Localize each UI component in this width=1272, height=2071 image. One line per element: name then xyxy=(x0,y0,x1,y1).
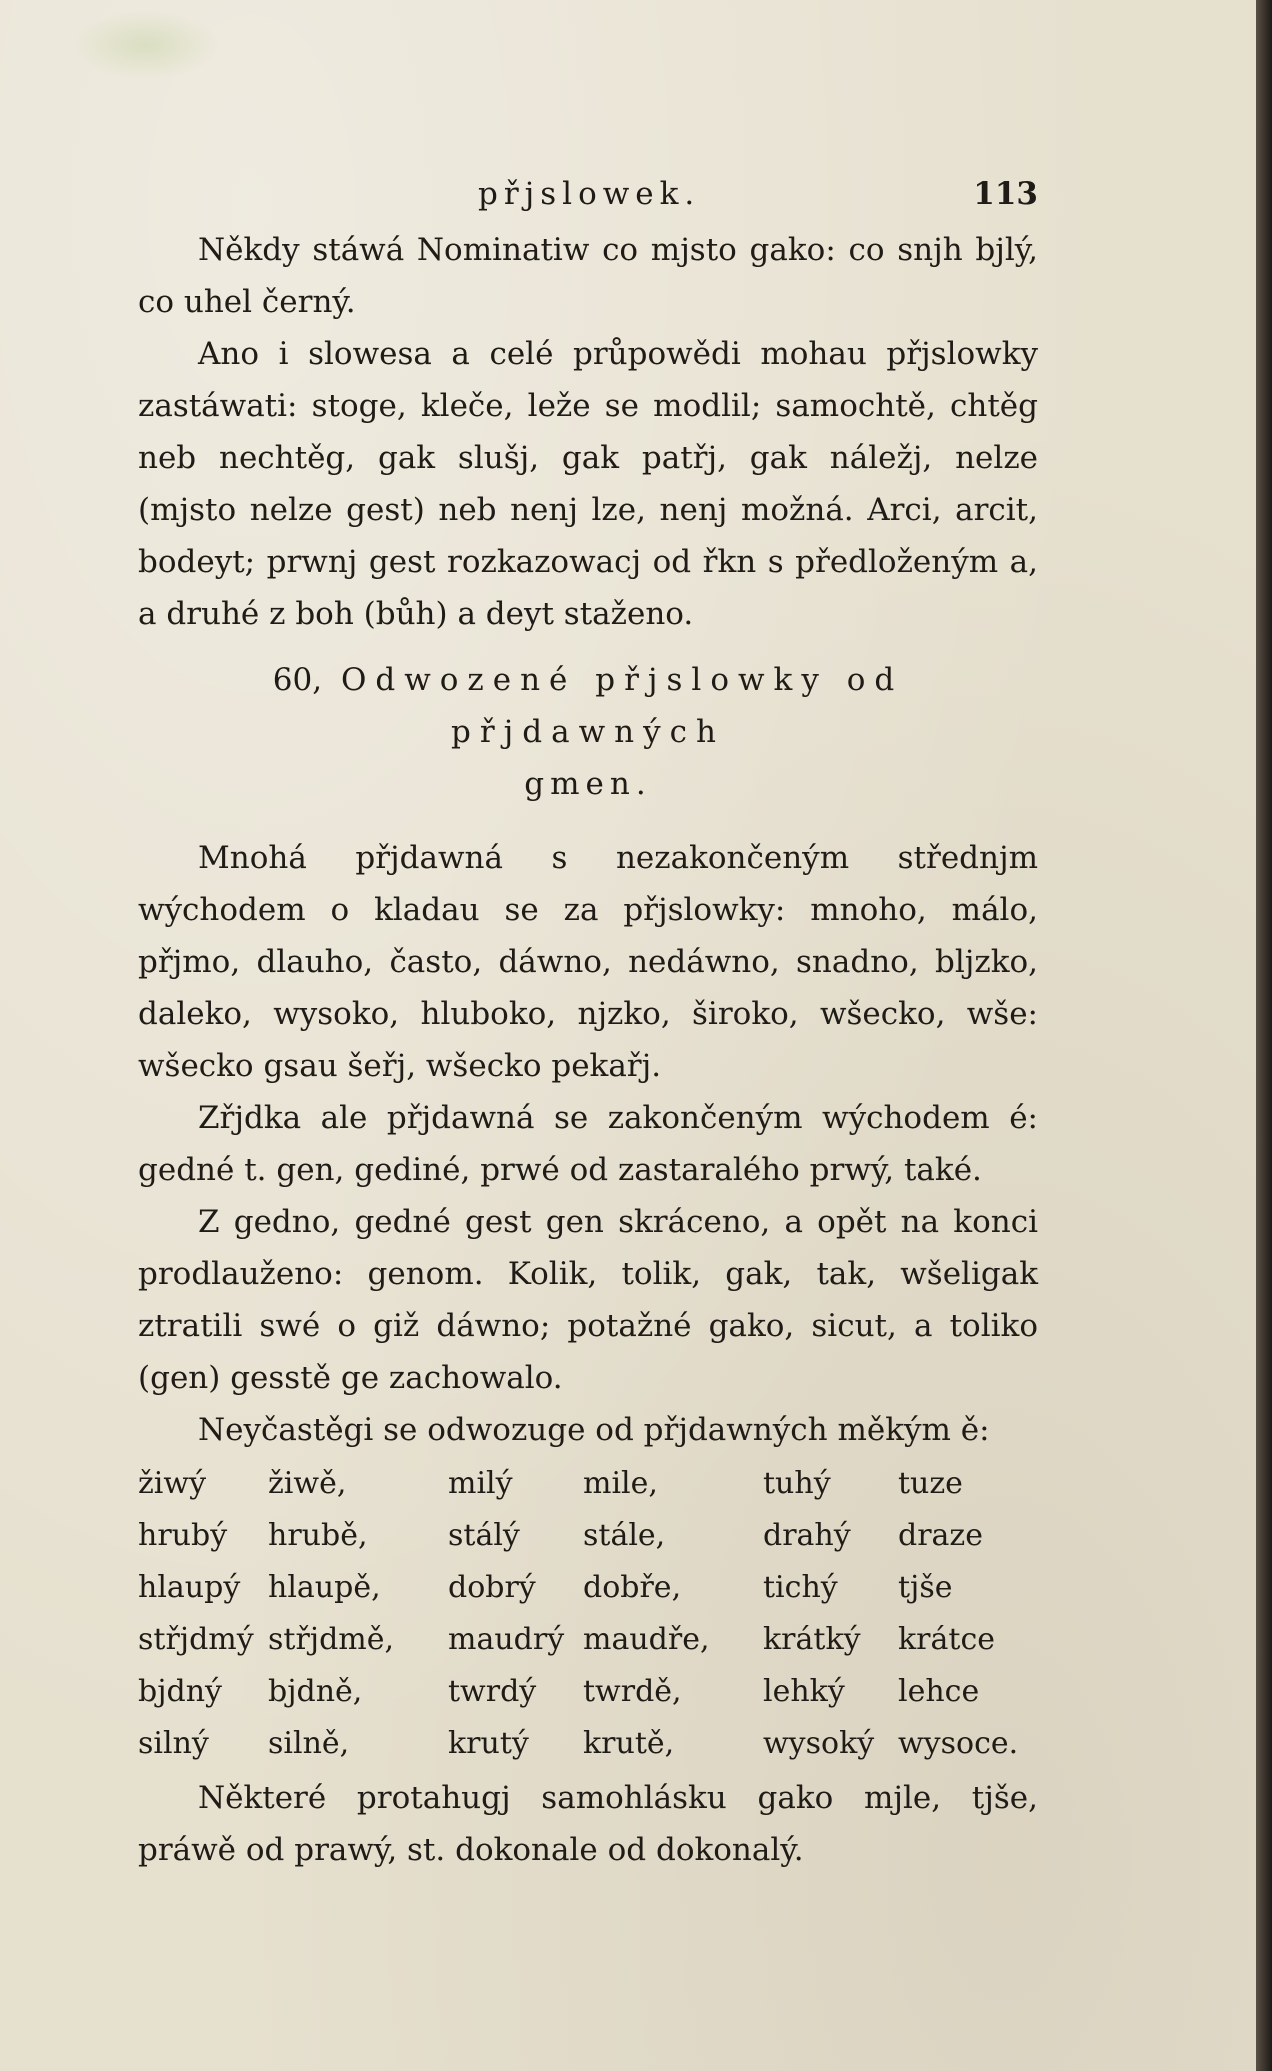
word-table-row xyxy=(138,1562,1038,1614)
word-table-cell: tichý xyxy=(763,1570,838,1605)
word-table-cell: wysoce. xyxy=(898,1726,1019,1761)
section-title: Odwozené přjslowky od přjdawných xyxy=(340,662,904,750)
word-table-cell: hlaupě, xyxy=(268,1570,381,1605)
word-table-cell: mile, xyxy=(583,1466,658,1501)
paper-stain xyxy=(70,10,220,80)
word-table-cell: krutě, xyxy=(583,1726,675,1761)
running-header xyxy=(138,168,1038,220)
word-table-cell: silně, xyxy=(268,1726,350,1761)
word-table-cell: silný xyxy=(138,1726,209,1761)
paragraph: Ano i slowesa a celé průpowědi mohau přjslowky zastáwati: stoge, kleče, leže se modlil; samochtě, chtěg neb nechtěg, gak slušj, gak patřj, gak náležj, nelze (mjsto nelze gest) neb nenj lze, nenj možná. Arci, arcit, bodeyt; prwnj gest rozkazowacj od řkn s předloženým a, a druhé z boh (bůh) a deyt staženo. xyxy=(138,336,1038,632)
word-table-cell: lehký xyxy=(763,1674,845,1709)
section-number: 60, xyxy=(272,662,323,698)
running-title: přjslowek. xyxy=(478,176,701,212)
word-table-cell: hrubý xyxy=(138,1518,228,1553)
word-table-cell: tjše xyxy=(898,1570,953,1605)
paragraph: Mnohá přjdawná s nezakončeným střednjm wýchodem o kladau se za přjslowky: mnoho, málo, přjmo, dlauho, často, dáwno, nedáwno, snadno, bljzko, daleko, wysoko, hluboko, njzko, široko, wšecko, wše: wšecko gsau šeřj, wšecko pekařj. xyxy=(138,840,1038,1084)
word-table-cell: wysoký xyxy=(763,1726,875,1761)
word-table-cell: střjdmý xyxy=(138,1622,254,1657)
word-table-cell: stále, xyxy=(583,1518,666,1553)
word-table-cell: bjdný xyxy=(138,1674,222,1709)
word-table-cell: krutý xyxy=(448,1726,529,1761)
paragraph: Z gedno, gedné gest gen skráceno, a opět na konci prodlauženo: genom. Kolik, tolik, gak, tak, wšeligak ztratili swé o giž dáwno; potažné gako, sicut, a toliko (gen) gesstě ge zachowalo. xyxy=(138,1204,1038,1396)
section-heading xyxy=(138,654,1038,758)
word-table-row xyxy=(138,1614,1038,1666)
word-table-cell: maudrý xyxy=(448,1622,565,1657)
word-table xyxy=(138,1458,1038,1770)
word-table-row xyxy=(138,1458,1038,1510)
paragraph: Zřjdka ale přjdawná se zakončeným wýchodem é: gedné t. gen, gediné, prwé od zastaralého prwý, také. xyxy=(138,1100,1038,1188)
word-table-cell: bjdně, xyxy=(268,1674,363,1709)
paragraph: Neyčastěgi se odwozuge od přjdawných měkým ě: xyxy=(198,1412,990,1448)
word-table-cell: hlaupý xyxy=(138,1570,241,1605)
word-table-cell: střjdmě, xyxy=(268,1622,395,1657)
word-table-cell: stálý xyxy=(448,1518,520,1553)
page-text xyxy=(138,168,1038,1876)
word-table-cell: milý xyxy=(448,1466,513,1501)
word-table-cell: lehce xyxy=(898,1674,980,1709)
section-title-continued: gmen. xyxy=(524,766,652,802)
word-table-cell: tuhý xyxy=(763,1466,831,1501)
word-table-cell: krátce xyxy=(898,1622,996,1657)
word-table-cell: tuze xyxy=(898,1466,963,1501)
word-table-cell: maudře, xyxy=(583,1622,710,1657)
word-table-cell: dobrý xyxy=(448,1570,536,1605)
word-table-cell: draze xyxy=(898,1518,983,1553)
word-table-cell: twrdý xyxy=(448,1674,537,1709)
word-table-cell: žiwý xyxy=(138,1466,207,1501)
page-number: 113 xyxy=(973,176,1038,212)
word-table-cell: žiwě, xyxy=(268,1466,347,1501)
word-table-cell: hrubě, xyxy=(268,1518,368,1553)
word-table-row xyxy=(138,1718,1038,1770)
paragraph: Někdy stáwá Nominatiw co mjsto gako: co snjh bjlý, co uhel černý. xyxy=(138,232,1038,320)
word-table-row xyxy=(138,1666,1038,1718)
word-table-row xyxy=(138,1510,1038,1562)
word-table-cell: krátký xyxy=(763,1622,861,1657)
word-table-cell: twrdě, xyxy=(583,1674,682,1709)
word-table-cell: dobře, xyxy=(583,1570,682,1605)
page-edge-shadow xyxy=(1256,0,1272,2071)
word-table-cell: drahý xyxy=(763,1518,851,1553)
paragraph: Některé protahugj samohlásku gako mjle, tjše, práwě od prawý, st. dokonale od dokonalý. xyxy=(138,1780,1038,1868)
